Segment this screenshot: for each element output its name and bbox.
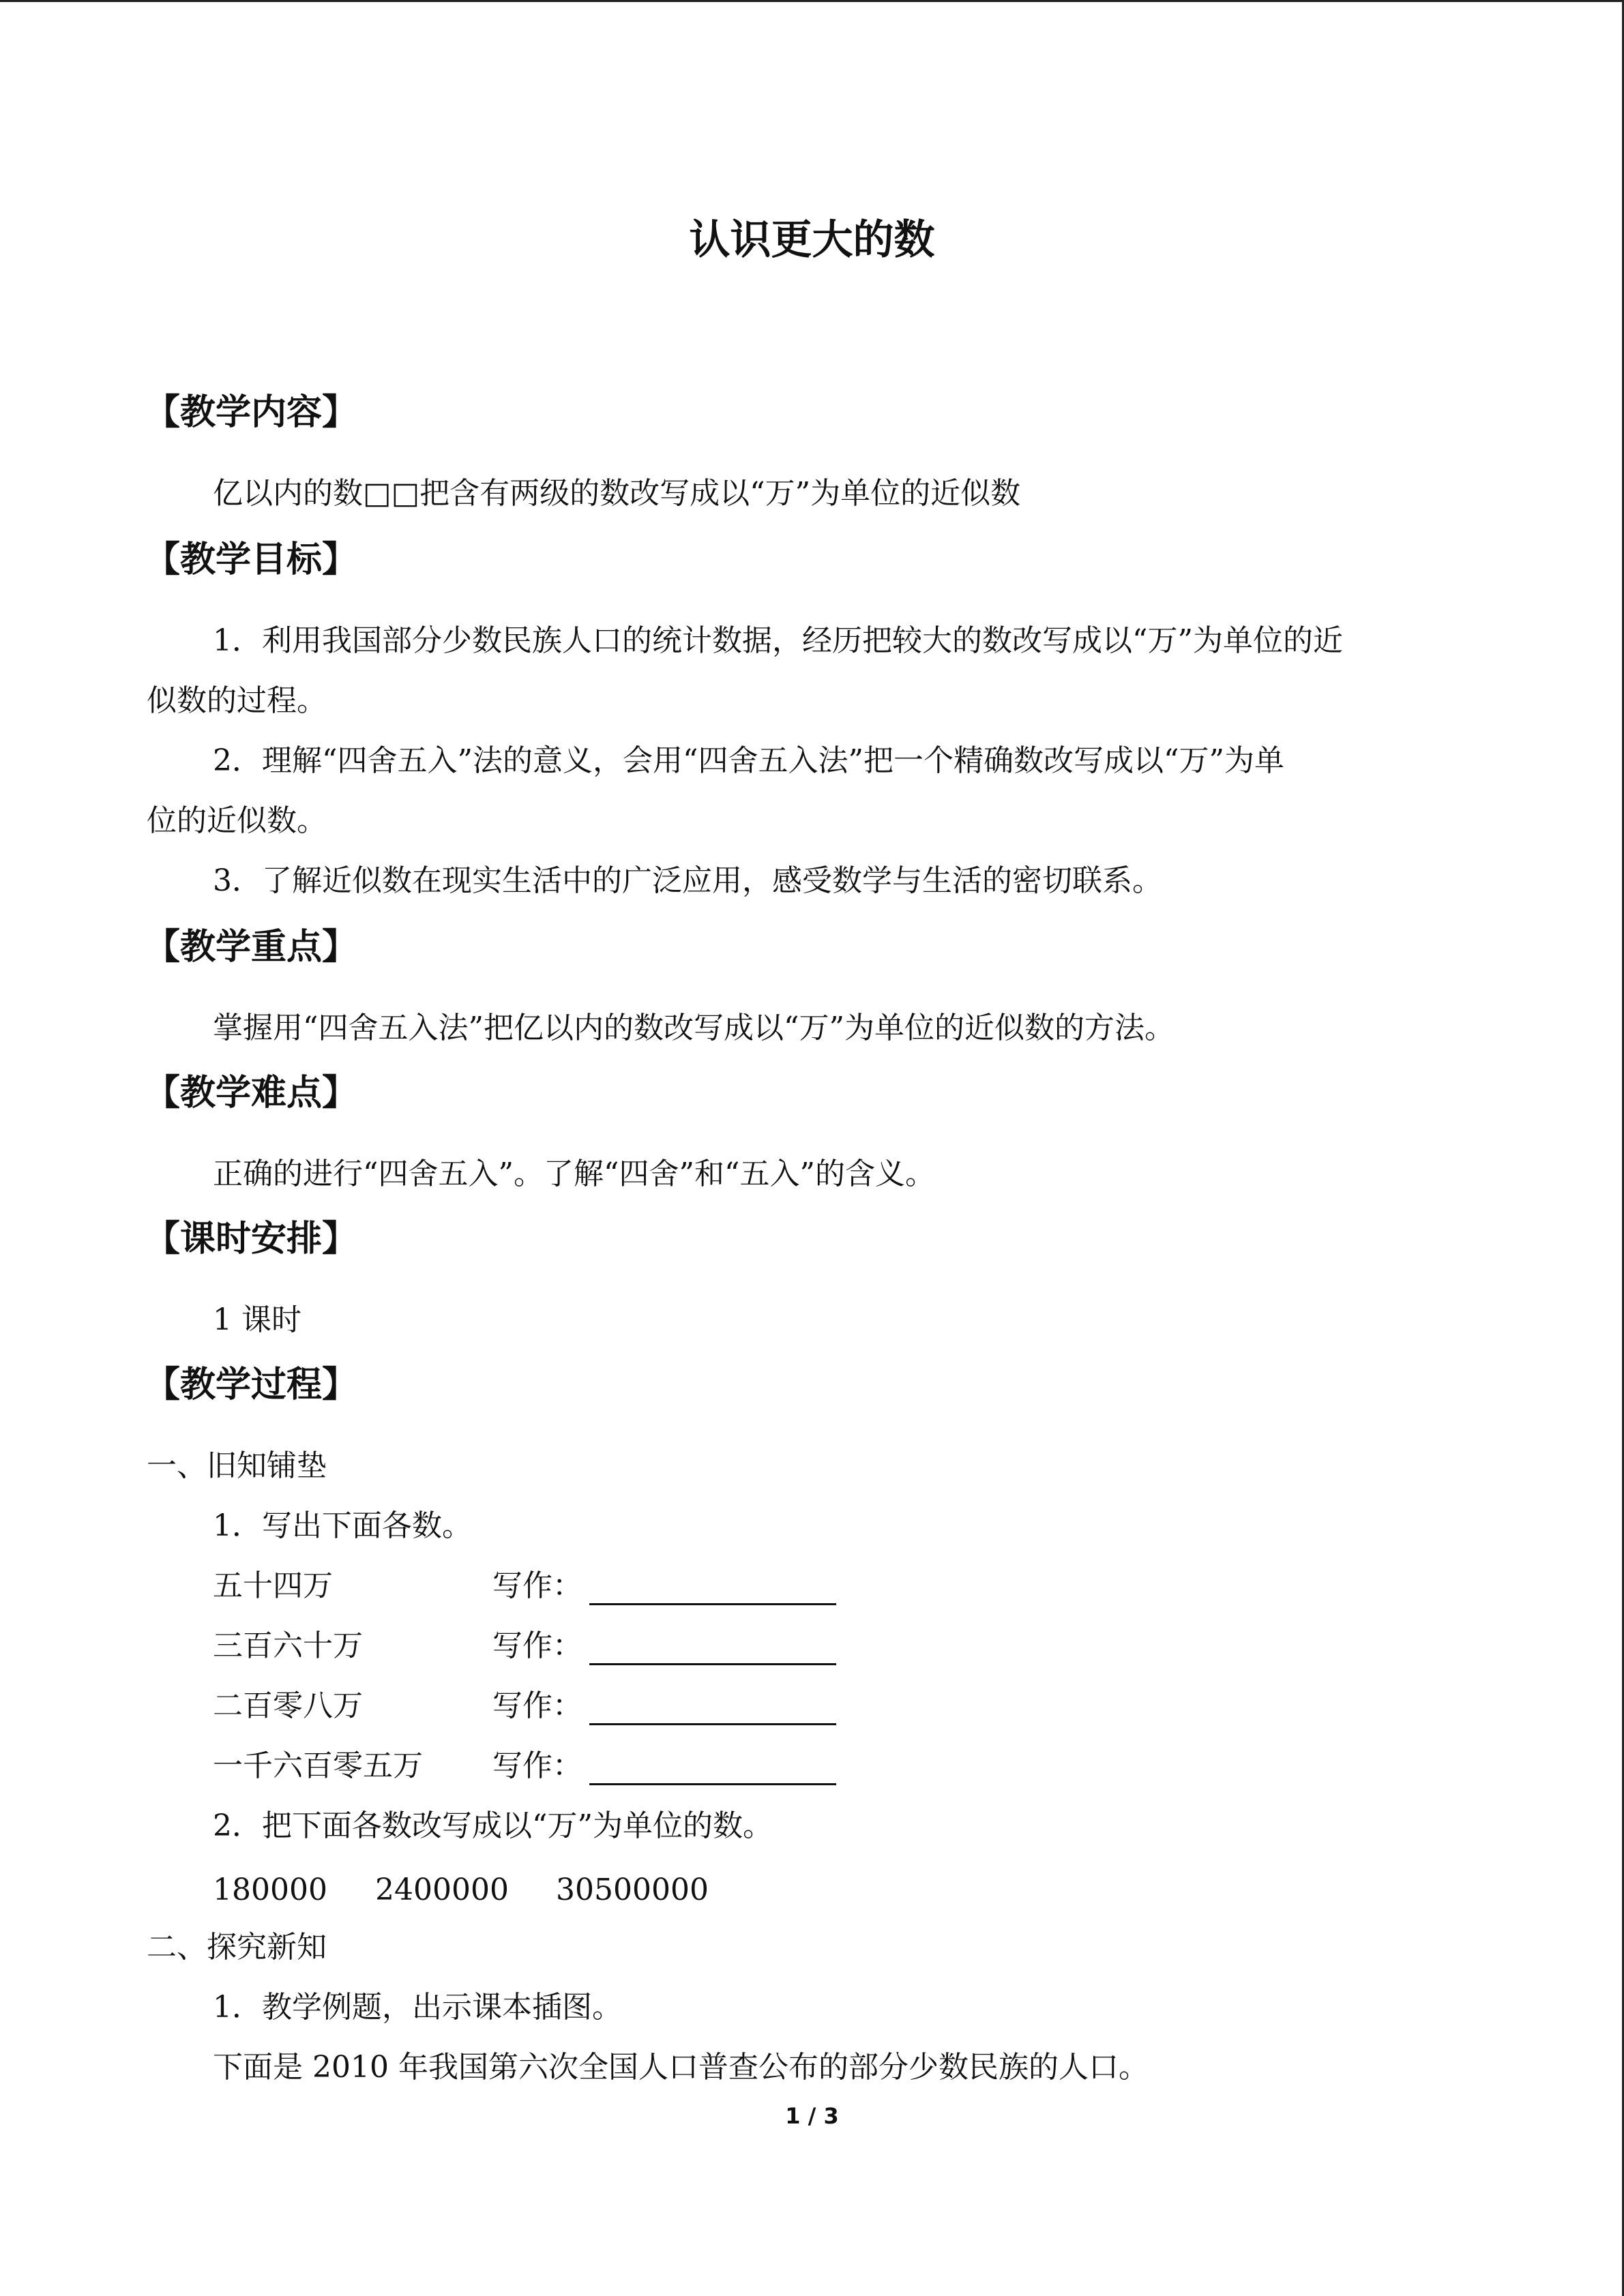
heading-schedule: 【课时安排】 bbox=[145, 1219, 358, 1259]
goal-2-line-1: 2．理解“四舍五入”法的意义，会用“四舍五入法”把一个精确数改写成以“万”为单 bbox=[213, 743, 1284, 778]
example-text: 下面是 2010 年我国第六次全国人口普查公布的部分少数民族的人口。 bbox=[213, 2050, 1149, 2085]
row-3-prompt: 写作： bbox=[492, 1688, 582, 1723]
question-1: 1．写出下面各数。 bbox=[213, 1508, 472, 1543]
content-text: 亿以内的数□□把含有两级的数改写成以“万”为单位的近似数 bbox=[213, 476, 1021, 511]
number-2: 2400000 bbox=[375, 1873, 509, 1907]
row-1-answer-blank bbox=[589, 1603, 836, 1605]
row-4-prompt: 写作： bbox=[492, 1748, 582, 1783]
part-1-title: 一、旧知铺垫 bbox=[147, 1448, 327, 1483]
heading-key-points: 【教学重点】 bbox=[145, 927, 358, 968]
question-2: 2．把下面各数改写成以“万”为单位的数。 bbox=[213, 1808, 773, 1843]
page-top-border bbox=[0, 0, 1624, 2]
heading-goals: 【教学目标】 bbox=[145, 539, 358, 580]
row-2-answer-blank bbox=[589, 1663, 836, 1665]
row-4-label: 一千六百零五万 bbox=[213, 1748, 423, 1783]
example-item: 1．教学例题，出示课本插图。 bbox=[213, 1990, 622, 2025]
key-points-text: 掌握用“四舍五入法”把亿以内的数改写成以“万”为单位的近似数的方法。 bbox=[213, 1011, 1175, 1045]
heading-difficulties: 【教学难点】 bbox=[145, 1073, 358, 1114]
row-3-label: 二百零八万 bbox=[213, 1688, 363, 1723]
goal-2-line-2: 位的近似数。 bbox=[147, 803, 327, 838]
goal-1-line-2: 似数的过程。 bbox=[147, 683, 327, 718]
number-3: 30500000 bbox=[556, 1873, 709, 1907]
difficulties-text: 正确的进行“四舍五入”。了解“四舍”和“五入”的含义。 bbox=[213, 1157, 935, 1191]
schedule-text: 1 课时 bbox=[213, 1302, 301, 1337]
row-3-answer-blank bbox=[589, 1723, 836, 1725]
heading-content: 【教学内容】 bbox=[145, 392, 358, 433]
part-2-title: 二、探究新知 bbox=[147, 1930, 327, 1965]
page-title: 认识更大的数 bbox=[689, 216, 935, 264]
goal-1-line-1: 1．利用我国部分少数民族人口的统计数据，经历把较大的数改写成以“万”为单位的近 bbox=[213, 623, 1343, 658]
number-1: 180000 bbox=[213, 1873, 327, 1907]
goal-3: 3．了解近似数在现实生活中的广泛应用，感受数学与生活的密切联系。 bbox=[213, 863, 1162, 898]
heading-process: 【教学过程】 bbox=[145, 1365, 358, 1405]
row-1-prompt: 写作： bbox=[492, 1568, 582, 1603]
page-indicator: 1 / 3 bbox=[785, 2103, 839, 2129]
row-4-answer-blank bbox=[589, 1783, 836, 1785]
row-2-prompt: 写作： bbox=[492, 1628, 582, 1663]
row-2-label: 三百六十万 bbox=[213, 1628, 363, 1663]
row-1-label: 五十四万 bbox=[213, 1568, 333, 1603]
